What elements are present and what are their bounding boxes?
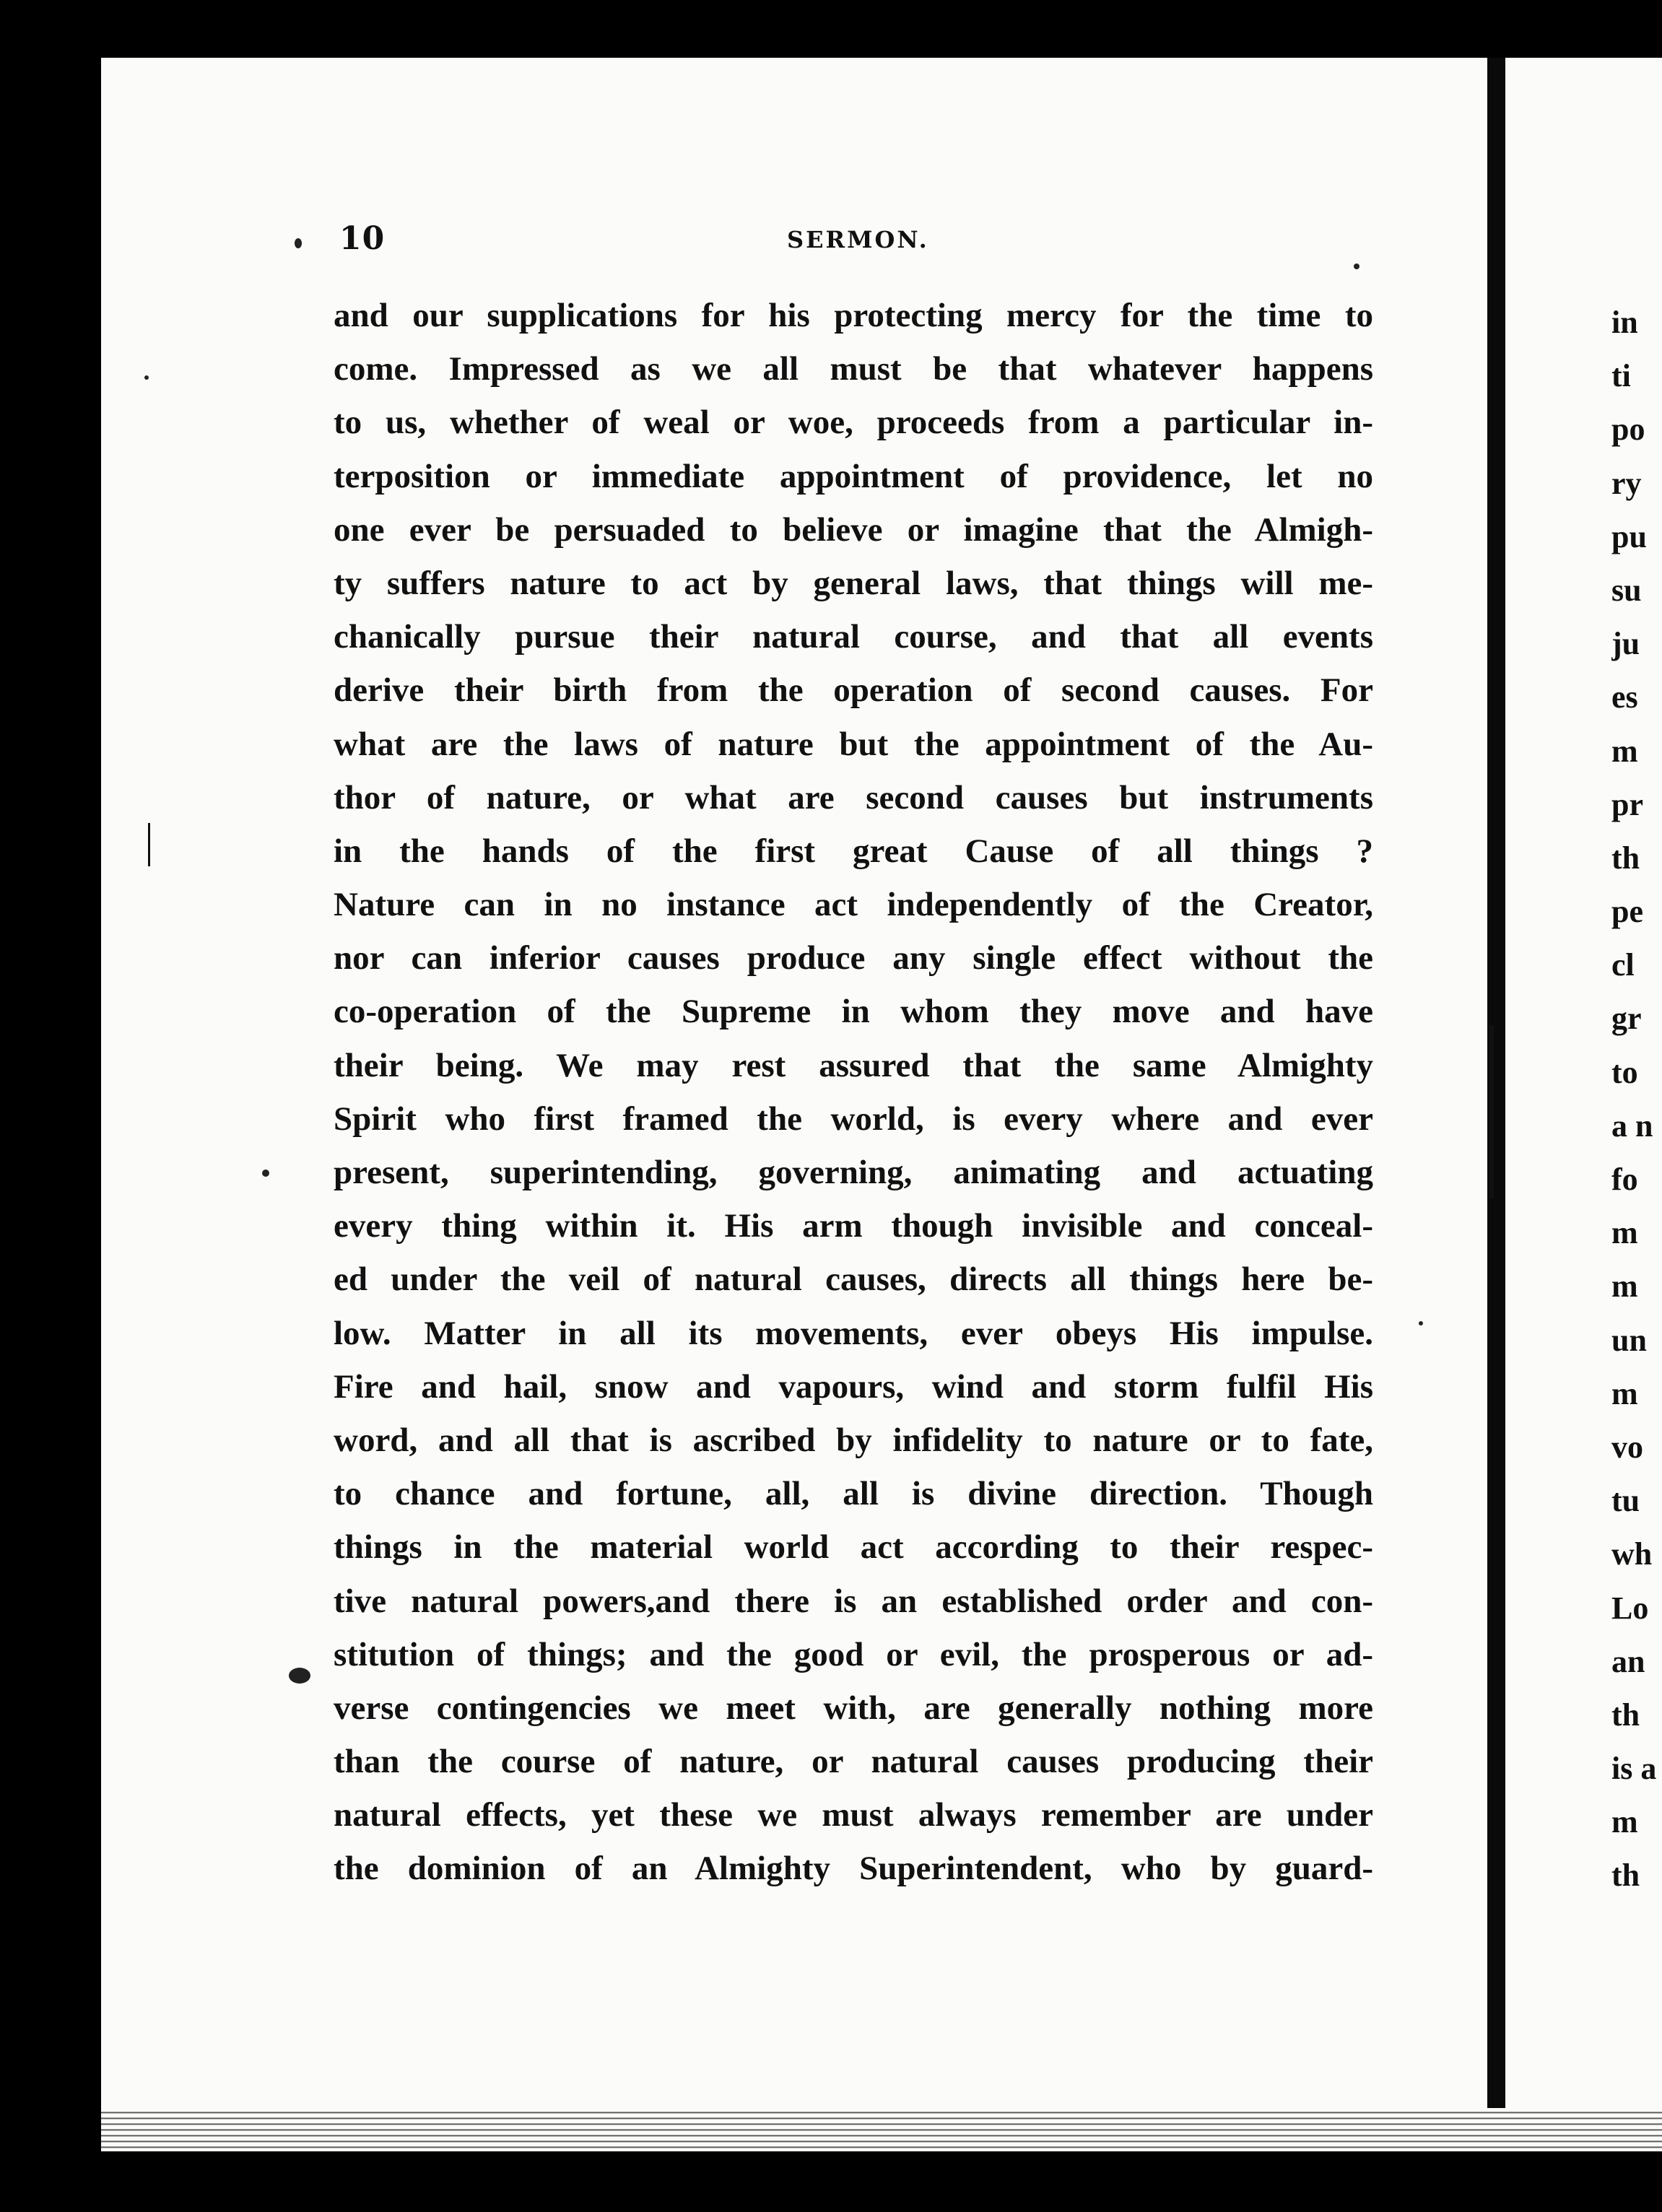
facing-fragment: Lo xyxy=(1611,1590,1649,1626)
text-line: ty suffers nature to act by general laws, that things will me- xyxy=(334,564,1373,602)
facing-fragment: es xyxy=(1611,679,1638,715)
text-line: their being. We may rest assured that the same Almighty xyxy=(334,1046,1373,1084)
text-line: present, superintending, governing, animating and actuating xyxy=(334,1154,1373,1191)
text-line: ed under the veil of natural causes, directs all things here be- xyxy=(334,1260,1373,1299)
text-line: and our supplications for his protecting mercy for the time to xyxy=(334,297,1373,334)
facing-fragment: pr xyxy=(1611,786,1643,822)
text-line: what are the laws of nature but the appointment of the Au- xyxy=(334,725,1373,763)
page-header xyxy=(339,220,1365,264)
facing-fragment: fo xyxy=(1611,1162,1638,1197)
facing-fragment: tu xyxy=(1611,1483,1640,1519)
scan-speck xyxy=(1419,1321,1423,1325)
text-line: nor can inferior causes produce any single effect without the xyxy=(334,939,1373,977)
facing-page-text xyxy=(1611,296,1662,1903)
facing-fragment: to xyxy=(1611,1054,1638,1090)
facing-fragment: is a xyxy=(1611,1751,1657,1787)
text-line: co-operation of the Supreme in whom they move and have xyxy=(334,993,1373,1031)
scan-speck xyxy=(262,1170,269,1177)
text-line: Nature can in no instance act independently of the Creator, xyxy=(334,886,1373,924)
facing-fragment: gr xyxy=(1611,1001,1642,1037)
running-head: SERMON. xyxy=(787,226,929,253)
text-line: natural effects, yet these we must always remember are under xyxy=(334,1796,1373,1834)
facing-fragment: m xyxy=(1611,733,1638,769)
page-bottom-edge xyxy=(101,2108,1662,2151)
scan-line-mark xyxy=(148,823,150,866)
text-line: in the hands of the first great Cause of all things ? xyxy=(334,832,1373,870)
text-line: things in the material world act according to their respec- xyxy=(334,1528,1373,1567)
text-line: come. Impressed as we all must be that whatever happens xyxy=(334,350,1373,388)
text-line: one ever be persuaded to believe or imagine that the Almigh- xyxy=(334,510,1373,549)
scan-speck xyxy=(295,238,302,248)
scan-speck xyxy=(144,375,149,380)
text-line: verse contingencies we meet with, are generally nothing more xyxy=(334,1689,1373,1727)
text-line: thor of nature, or what are second causes but instruments xyxy=(334,778,1373,817)
text-line: word, and all that is ascribed by infidelity to nature or to fate, xyxy=(334,1421,1373,1459)
facing-fragment: th xyxy=(1611,840,1640,876)
facing-fragment: m xyxy=(1611,1215,1638,1251)
scan-speck xyxy=(289,1668,310,1684)
facing-fragment: ju xyxy=(1611,626,1640,662)
text-line: every thing within it. His arm though invisible and conceal- xyxy=(334,1207,1373,1245)
facing-fragment: ry xyxy=(1611,465,1642,501)
scan-line-mark xyxy=(1489,1025,1494,1198)
facing-fragment: vo xyxy=(1611,1429,1643,1465)
facing-fragment: su xyxy=(1611,572,1642,608)
text-line: chanically pursue their natural course, and that all events xyxy=(334,618,1373,656)
facing-fragment: po xyxy=(1611,412,1645,448)
scan-speck xyxy=(1354,264,1359,269)
facing-fragment: cl xyxy=(1611,947,1635,983)
facing-fragment: m xyxy=(1611,1268,1638,1305)
facing-fragment: th xyxy=(1611,1697,1640,1733)
text-line: Fire and hail, snow and vapours, wind and storm fulfil His xyxy=(334,1367,1373,1406)
facing-fragment: th xyxy=(1611,1858,1640,1894)
facing-fragment: pu xyxy=(1611,518,1647,554)
text-line: Spirit who first framed the world, is every where and ever xyxy=(334,1100,1373,1138)
facing-fragment: in xyxy=(1611,305,1638,340)
page-number: 10 xyxy=(339,220,386,257)
facing-fragment: a n xyxy=(1611,1107,1653,1144)
text-line: derive their birth from the operation of second causes. For xyxy=(334,671,1373,710)
text-line: terposition or immediate appointment of providence, let no xyxy=(334,457,1373,495)
text-line: stitution of things; and the good or evil, the prosperous or ad- xyxy=(334,1635,1373,1673)
body-text xyxy=(334,289,1373,1896)
text-line: low. Matter in all its movements, ever obeys His impulse. xyxy=(334,1314,1373,1352)
text-line: to us, whether of weal or woe, proceeds from a particular in- xyxy=(334,404,1373,442)
text-line: to chance and fortune, all, all is divine direction. Though xyxy=(334,1475,1373,1513)
facing-fragment: pe xyxy=(1611,894,1643,930)
facing-fragment: an xyxy=(1611,1643,1645,1679)
text-line: the dominion of an Almighty Superintendent, who by guard- xyxy=(334,1850,1373,1888)
facing-fragment: m xyxy=(1611,1804,1638,1840)
facing-fragment: un xyxy=(1611,1322,1647,1358)
facing-fragment: wh xyxy=(1611,1536,1653,1572)
text-line: than the course of nature, or natural causes producing their xyxy=(334,1743,1373,1781)
facing-fragment: m xyxy=(1611,1375,1638,1411)
facing-fragment: ti xyxy=(1611,358,1631,394)
text-line: tive natural powers,and there is an established order and con- xyxy=(334,1582,1373,1620)
